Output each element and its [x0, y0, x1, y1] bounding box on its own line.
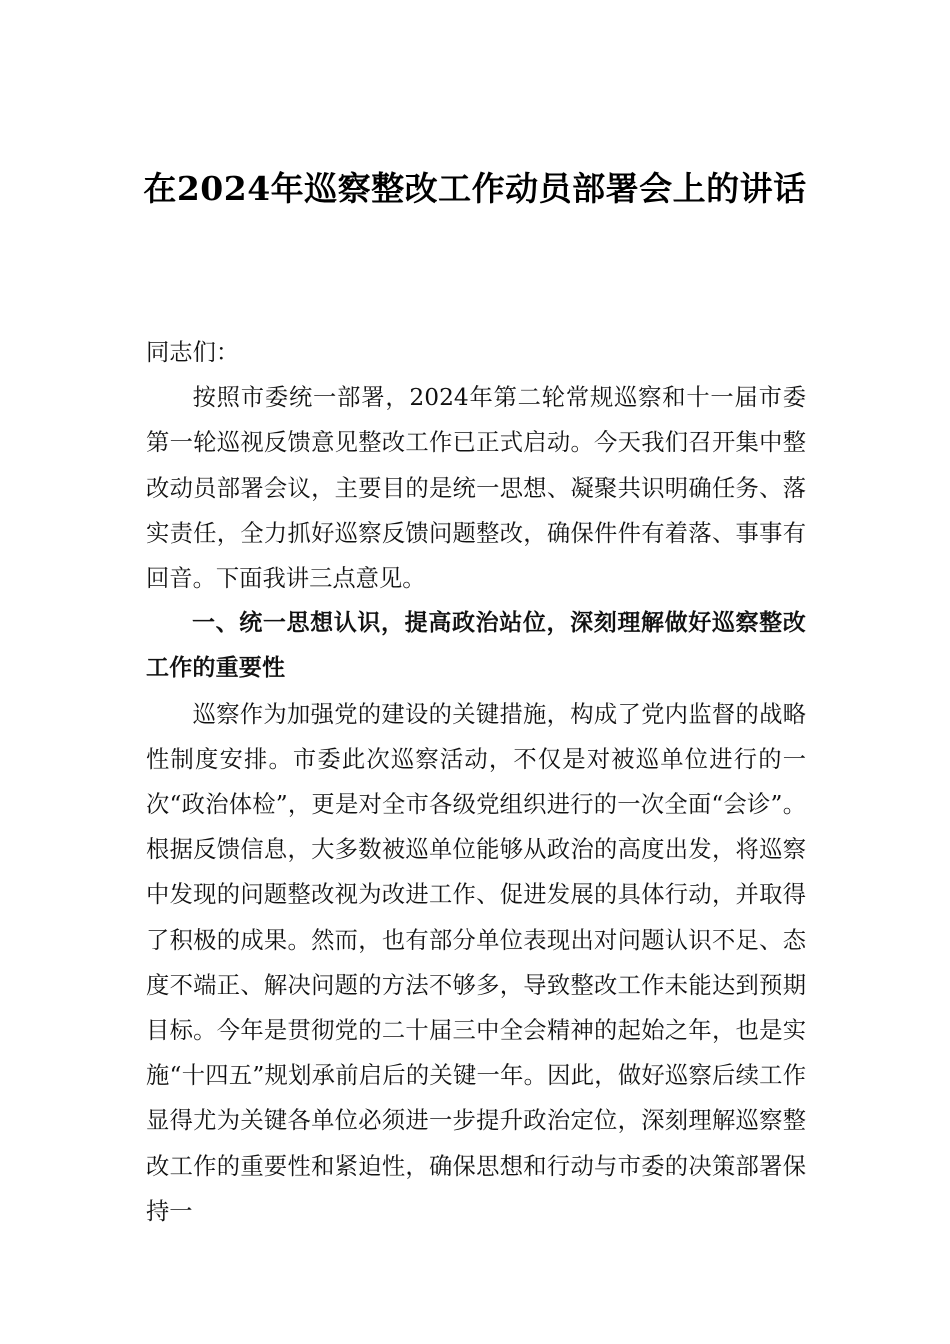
paragraph-intro: 按照市委统一部署，2024年第二轮常规巡察和十一届市委第一轮巡视反馈意见整改工作已正式启动。今天我们召开集中整改动员部署会议，主要目的是统一思想、凝聚共识明确任务、落实责任，全力抓好巡察反馈问题整改，确保件件有着落、事事有回音。下面我讲三点意见。	[146, 384, 806, 593]
paragraph-section-1: 巡察作为加强党的建设的关键措施，构成了党内监督的战略性制度安排。市委此次巡察活动，不仅是对被巡单位进行的一次“政治体检”，更是对全市各级党组织进行的一次全面“会诊”。根据反馈信息，大多数被巡单位能够从政治的高度出发，将巡察中发现的问题整改视为改进工作、促进发展的具体行动，并取得了积极的成果。然而，也有部分单位表现出对问题认识不足、态度不端正、解决问题的方法不够多，导致整改工作未能达到预期目标。今年是贯彻党的二十届三中全会精神的起始之年，也是实施“十四五”规划承前启后的关键一年。因此，做好巡察后续工作显得尤为关键各单位必须进一步提升政治定位，深刻理解巡察整改工作的重要性和紧迫性，确保思想和行动与市委的决策部署保持一	[146, 700, 806, 1225]
document-title: 在2024年巡察整改工作动员部署会上的讲话	[143, 169, 807, 208]
document-body	[146, 330, 806, 1234]
section-heading-1: 一、统一思想认识，提高政治站位，深刻理解做好巡察整改工作的重要性	[146, 610, 806, 682]
salutation: 同志们：	[146, 339, 240, 366]
